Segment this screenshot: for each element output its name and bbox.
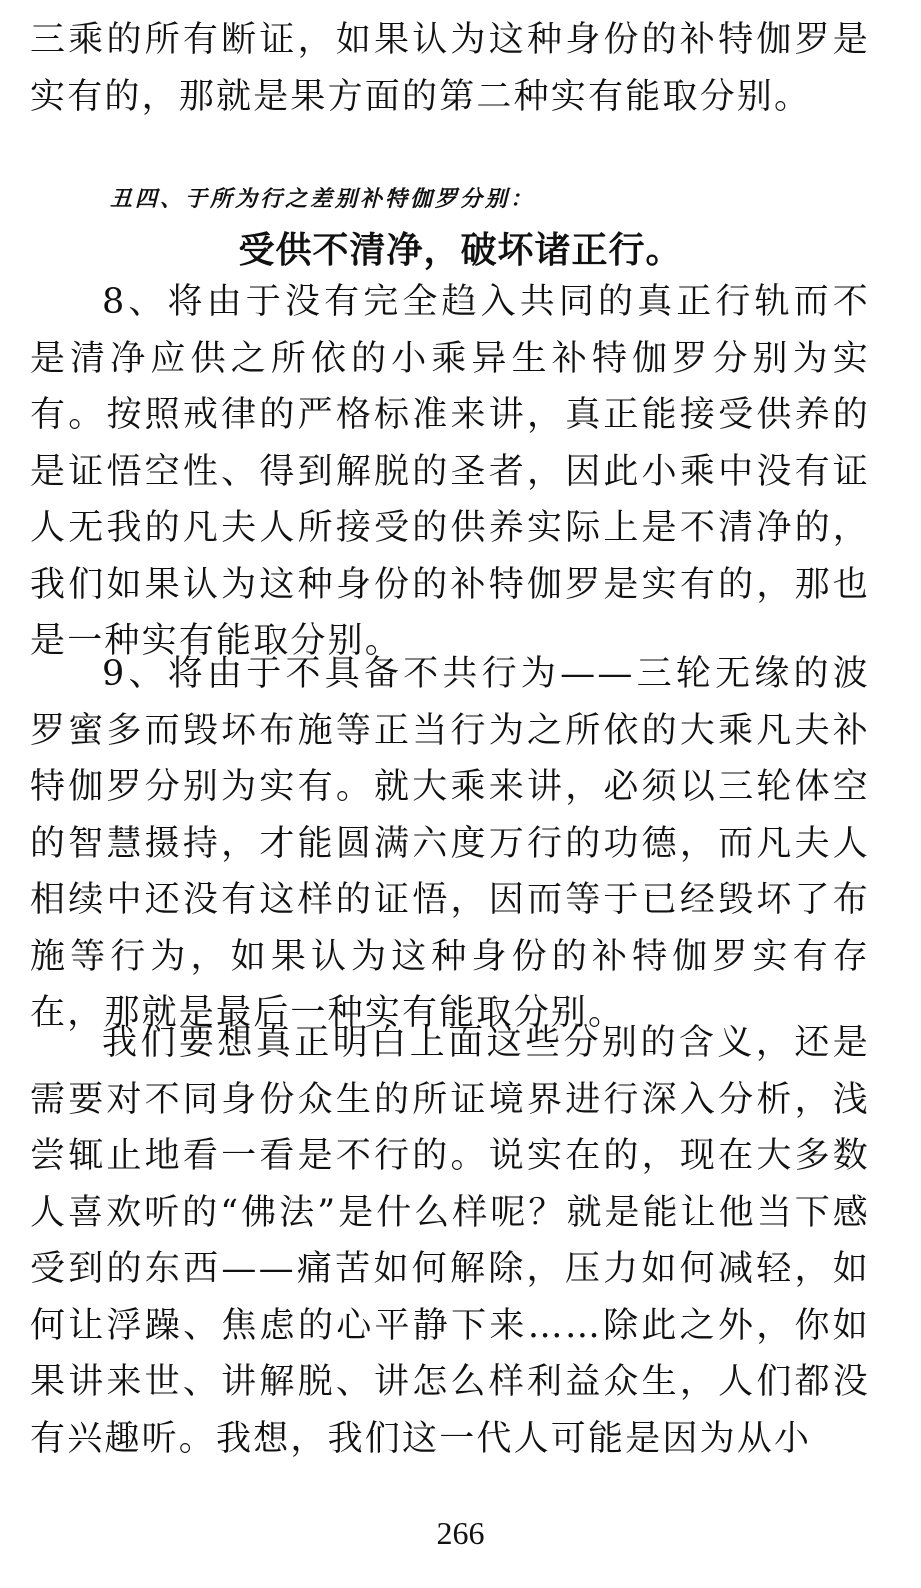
paragraph-intro-tail: 三乘的所有断证，如果认为这种身份的补特伽罗是实有的，那就是果方面的第二种实有能取分别。 (30, 20, 870, 117)
section-subheading: 丑四、于所为行之差别补特伽罗分别： (110, 186, 536, 212)
paragraph-item-8: 8、将由于没有完全趋入共同的真正行轨而不是清净应供之所依的小乘异生补特伽罗分别为实有。按照戒律的严格标准来讲，真正能接受供养的是证悟空性、得到解脱的圣者，因此小乘中没有证人无我的凡夫人所接受的供养实际上是不清净的，我们如果认为这种身份的补特伽罗是实有的，那也是一种实有能取分别。 (30, 282, 870, 661)
page-number: 266 (436, 1515, 485, 1551)
paragraph-commentary: 我们要想真正明白上面这些分别的含义，还是需要对不同身份众生的所证境界进行深入分析，浅尝辄止地看一看是不行的。说实在的，现在大多数人喜欢听的“佛法”是什么样呢？就是能让他当下感受到的东西——痛苦如何解除，压力如何减轻，如何让浮躁、焦虑的心平静下来……除此之外，你如果讲来世、讲解脱、讲怎么样利益众生，人们都没有兴趣听。我想，我们这一代人可能是因为从小 (30, 1023, 870, 1459)
paragraph-item-9: 9、将由于不具备不共行为——三轮无缘的波罗蜜多而毁坏布施等正当行为之所依的大乘凡夫补特伽罗分别为实有。就大乘来讲，必须以三轮体空的智慧摄持，才能圆满六度万行的功德，而凡夫人相续中还没有这样的证悟，因而等于已经毁坏了布施等行为，如果认为这种身份的补特伽罗实有存在，那就是最后一种实有能取分别。 (30, 654, 870, 1033)
root-verse: 受供不清净，破坏诸正行。 (238, 230, 683, 271)
